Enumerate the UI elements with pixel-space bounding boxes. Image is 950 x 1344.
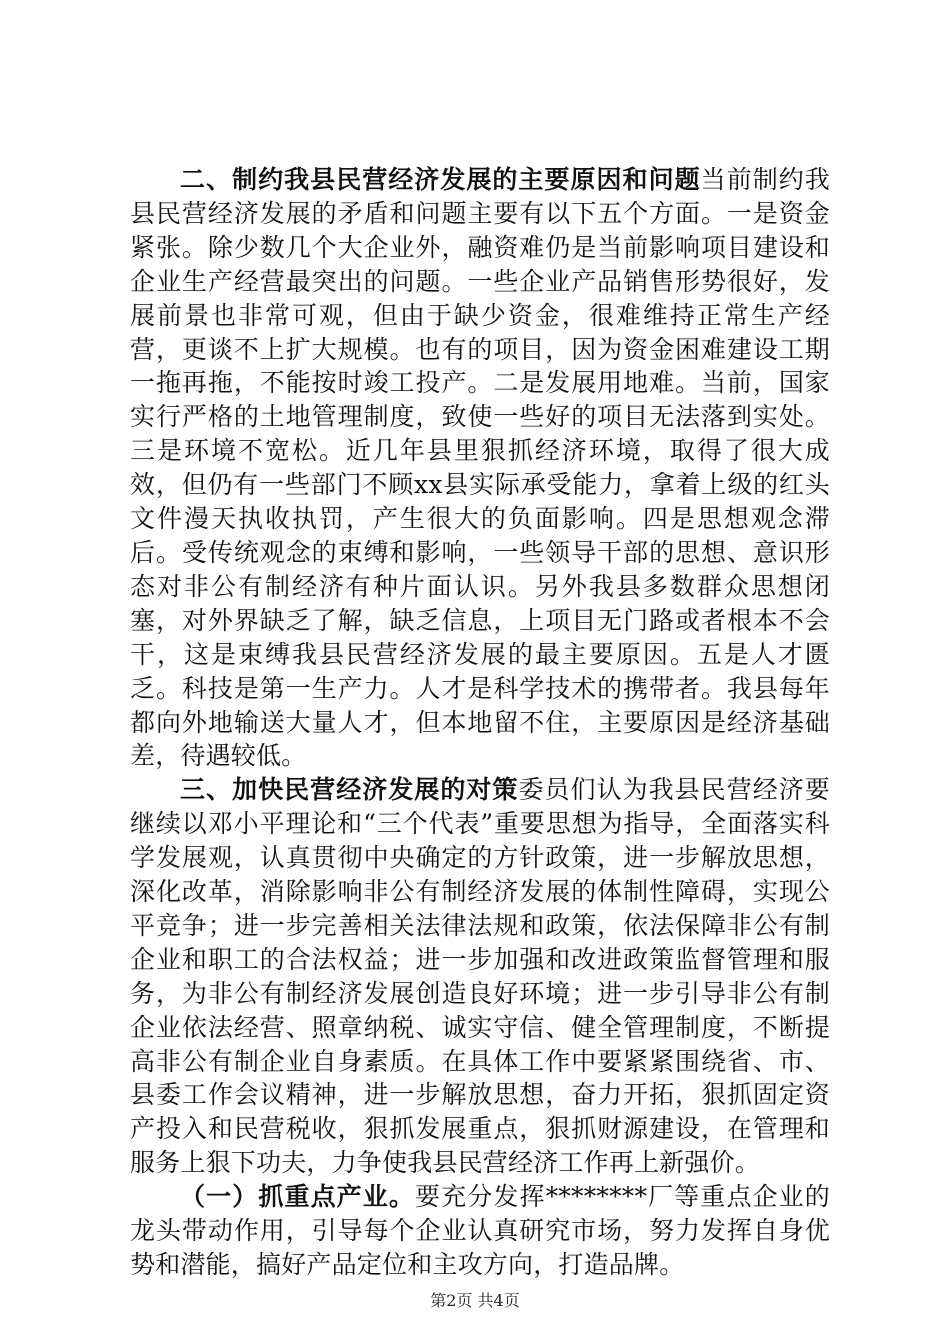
- subsection-one-heading: （一）抓重点产业。: [180, 1182, 416, 1212]
- paragraph-subsection-one: [130, 1180, 830, 1282]
- paragraph-section-two: [130, 163, 830, 773]
- section-three-heading: 三、加快民营经济发展的对策: [180, 775, 519, 805]
- section-three-text: 委员们认为我县民营经济要继续以邓小平理论和“三个代表”重要思想为指导，全面落实科学发展观，认真贯彻中央确定的方针政策，进一步解放思想，深化改革，消除影响非公有制经济发展的体制性障碍，实现公平竞争；进一步完善相关法律法规和政策，依法保障非公有制企业和职工的合法权益；进一步加强和改进政策监督管理和服务，为非公有制经济发展创造良好环境；进一步引导非公有制企业依法经营、照章纳税、诚实守信、健全管理制度，不断提高非公有制企业自身素质。在具体工作中要紧紧围绕省、市、县委工作会议精神，进一步解放思想，奋力开拓，狠抓固定资产投入和民营税收，狠抓发展重点，狠抓财源建设，在管理和服务上狠下功夫，力争使我县民营经济工作再上新强价。: [130, 775, 830, 1178]
- subsection-one-text: 要充分发挥********厂等重点企业的龙头带动作用，引导每个企业认真研究市场，努力发挥自身优势和潜能，搞好产品定位和主攻方向，打造品牌。: [130, 1182, 830, 1279]
- page-footer: 第2页 共4页: [430, 1291, 520, 1310]
- section-two-text: 当前制约我县民营经济发展的矛盾和问题主要有以下五个方面。一是资金紧张。除少数几个大企业外，融资难仍是当前影响项目建设和企业生产经营最突出的问题。一些企业产品销售形势很好，发展前景也非常可观，但由于缺少资金，很难维持正常生产经营，更谈不上扩大规模。也有的项目，因为资金困难建设工期一拖再拖，不能按时竣工投产。二是发展用地难。当前，国家实行严格的土地管理制度，致使一些好的项目无法落到实处。三是环境不宽松。近几年县里狠抓经济环境，取得了很大成效，但仍有一些部门不顾xx县实际承受能力，拿着上级的红头文件漫天执收执罚，产生很大的负面影响。四是思想观念滞后。受传统观念的束缚和影响，一些领导干部的思想、意识形态对非公有制经济有种片面认识。另外我县多数群众思想闭塞，对外界缺乏了解，缺乏信息，上项目无门路或者根本不会干，这是束缚我县民营经济发展的最主要原因。五是人才匮乏。科技是第一生产力。人才是科学技术的携带者。我县每年都向外地输送大量人才，但本地留不住，主要原因是经济基础差，待遇较低。: [130, 165, 830, 771]
- section-two-heading: 二、制约我县民营经济发展的主要原因和问题: [180, 165, 701, 194]
- paragraph-section-three: [130, 773, 830, 1180]
- document-body: [130, 163, 830, 1282]
